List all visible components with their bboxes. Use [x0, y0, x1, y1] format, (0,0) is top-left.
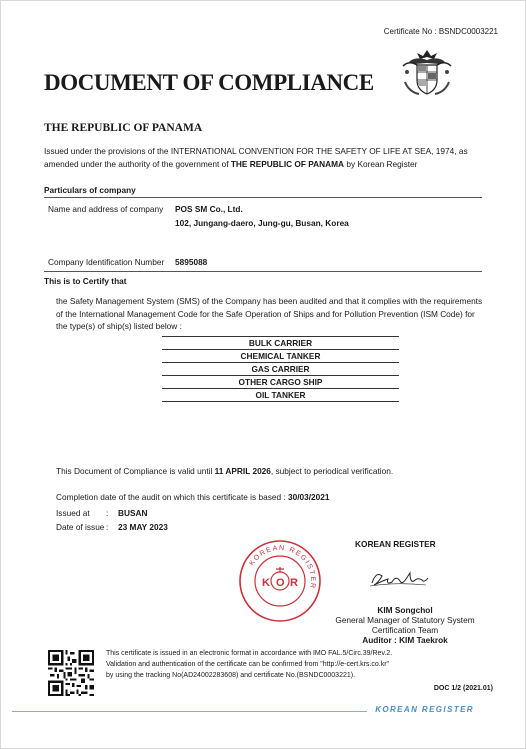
divider: [44, 271, 482, 272]
issuance-statement: [44, 145, 484, 170]
note-line: Validation and authentication of the certificate can be confirmed from "http://e-cert.krs.co.kr": [106, 661, 390, 668]
issuance-text: Issued under the provisions of the INTERNATIONAL CONVENTION FOR THE SAFETY OF LIFE AT SEA, 1974, as amended under the authority of the government of: [44, 146, 468, 169]
audit-completion: [56, 492, 330, 502]
certify-text: the Safety Management System (SMS) of the Company has been audited and that it complies with the requirements of the International Management Code for the Safe Operation of Ships and for Pollution Prevention (ISM Code) for the type(s) of ship(s) listed below :: [56, 296, 483, 331]
validity-text-end: , subject to periodical verification.: [270, 466, 394, 476]
note-line: by using the tracking No(AD24002283608) and certificate No.(BSNDC0003221).: [106, 672, 356, 679]
note-line: This certificate is issued in an electronic format in accordance with IMO FAL.5/Circ.39/Rev.2.: [106, 650, 393, 657]
footer-divider: [12, 711, 367, 712]
date-of-issue-value: 23 MAY 2023: [118, 522, 168, 532]
electronic-certificate-note: [106, 648, 490, 681]
issued-at-label: Issued at: [56, 508, 90, 518]
signature-block: [320, 605, 490, 645]
company-id-label: Company Identification Number: [48, 257, 165, 267]
audit-text: Completion date of the audit on which this certificate is based :: [56, 492, 288, 502]
flag-state: THE REPUBLIC OF PANAMA: [44, 122, 203, 134]
divider: [44, 197, 482, 198]
issuing-authority: THE REPUBLIC OF PANAMA: [230, 158, 345, 169]
company-id: 5895088: [175, 257, 208, 267]
company-name: POS SM Co., Ltd.: [175, 204, 243, 214]
panama-coat-of-arms-icon: [399, 48, 455, 98]
validity-text: This Document of Compliance is valid until: [56, 466, 215, 476]
auditor-name: Auditor : KIM Taekrok: [362, 635, 448, 645]
validity-date: 11 APRIL 2026: [214, 466, 271, 476]
seal-letter: R: [290, 577, 298, 589]
issuance-text-end: by Korean Register: [346, 158, 418, 169]
ship-type-row: OIL TANKER: [162, 388, 399, 402]
ship-type-table: [162, 336, 399, 402]
signatory-team: Certification Team: [371, 625, 439, 635]
validity-statement: [56, 466, 393, 476]
ship-type-row: CHEMICAL TANKER: [162, 349, 399, 362]
company-address: 102, Jungang-daero, Jung-gu, Busan, Korea: [175, 218, 349, 228]
audit-date: 30/03/2021: [287, 492, 330, 502]
ship-type-row: GAS CARRIER: [162, 362, 399, 375]
seal-letter: K: [262, 577, 270, 589]
certificate-number: Certificate No : BSNDC0003221: [383, 27, 498, 36]
document-title: DOCUMENT OF COMPLIANCE: [44, 70, 374, 95]
particulars-heading: Particulars of company: [44, 185, 136, 195]
signatory-name: KIM Songchol: [377, 605, 433, 615]
seal-ring-text: KOREAN REGISTER: [248, 544, 317, 590]
date-of-issue-label: Date of issue: [56, 522, 105, 532]
signatory-position: General Manager of Statutory System: [335, 615, 475, 625]
certify-heading: This is to Certify that: [44, 276, 127, 286]
korean-register-seal-icon: [238, 539, 322, 623]
ship-type-row: BULK CARRIER: [162, 336, 399, 349]
document-form-code: DOC 1/2 (2021.01): [433, 685, 493, 692]
issued-at-separator: :: [106, 508, 109, 518]
seal-letter: O: [276, 577, 285, 589]
handwritten-signature-icon: [366, 567, 432, 589]
footer-brand-logo: KOREAN REGISTER: [375, 705, 474, 714]
issued-at-value: BUSAN: [118, 508, 148, 518]
qr-code-icon: [48, 650, 94, 696]
date-of-issue-separator: :: [106, 522, 109, 532]
signing-organization: KOREAN REGISTER: [355, 539, 436, 549]
company-name-label: Name and address of company: [48, 204, 164, 214]
ship-type-row: OTHER CARGO SHIP: [162, 375, 399, 388]
